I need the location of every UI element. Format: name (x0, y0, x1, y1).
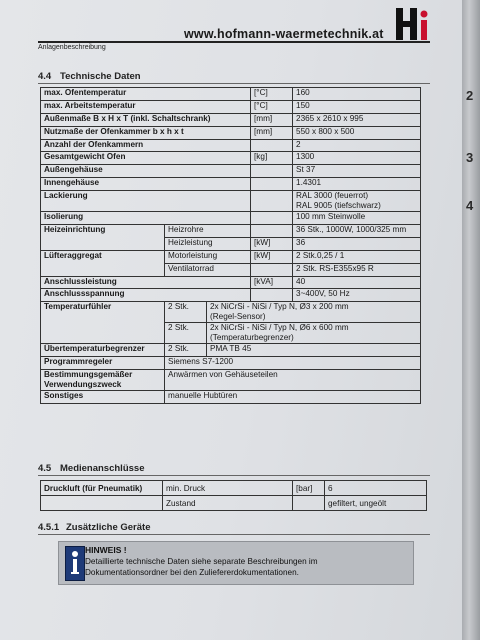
edge-digit: 4 (466, 198, 474, 213)
row-unit: [kVA] (251, 276, 293, 289)
row-label: Heizeinrichtung (41, 225, 165, 238)
row-label: Sonstiges (41, 391, 165, 404)
row-unit: [mm] (251, 126, 293, 139)
row-value: 2x NiCrSi - NiSi / Typ N, Ø3 x 200 mm (Regel-Sensor) (207, 302, 421, 323)
row-sublabel: Ventilatorrad (165, 263, 251, 276)
row-value: 100 mm Steinwolle (293, 212, 421, 225)
row-value: 550 x 800 x 500 (293, 126, 421, 139)
table-row (41, 289, 421, 302)
row-unit (251, 139, 293, 152)
table-row (41, 178, 421, 191)
row-quantity: 2 Stk. (165, 344, 207, 357)
table-row (41, 302, 421, 323)
row-label (41, 263, 165, 276)
table-row (41, 357, 421, 370)
row-label: Gesamtgewicht Ofen (41, 152, 251, 165)
row-sublabel: Heizleistung (165, 237, 251, 250)
table-row (41, 212, 421, 225)
row-unit: [°C] (251, 88, 293, 101)
table-row: Druckluft (für Pneumatik) min. Druck [bar] 6 (41, 481, 427, 496)
row-value: 36 (293, 237, 421, 250)
table-row (41, 126, 421, 139)
table-row (41, 225, 421, 238)
row-label: Anschlussspannung (41, 289, 251, 302)
row-sublabel: Motorleistung (165, 250, 251, 263)
section-rule (38, 534, 430, 535)
row-label: Nutzmaße der Ofenkammer b x h x t (41, 126, 251, 139)
row-value: 2x NiCrSi - NiSi / Typ N, Ø6 x 600 mm (Temperaturbegrenzer) (207, 323, 421, 344)
row-unit (251, 212, 293, 225)
row-label (41, 323, 165, 344)
row-value: Siemens S7-1200 (165, 357, 421, 370)
table-row (41, 88, 421, 101)
row-unit (251, 178, 293, 191)
row-value: 150 (293, 100, 421, 113)
table-row (41, 250, 421, 263)
table-row (41, 323, 421, 344)
row-unit (251, 165, 293, 178)
company-logo (394, 6, 434, 42)
header-rule (38, 41, 430, 43)
row-value: 3~400V, 50 Hz (293, 289, 421, 302)
row-unit (251, 263, 293, 276)
row-unit: [°C] (251, 100, 293, 113)
row-label: Programmregeler (41, 357, 165, 370)
row-unit: [mm] (251, 113, 293, 126)
row-value: 2 Stk. RS-E355x95 R (293, 263, 421, 276)
table-row (41, 152, 421, 165)
table-row (41, 191, 421, 212)
row-unit: [kW] (251, 237, 293, 250)
info-icon (65, 546, 85, 581)
row-label: Lüfteraggregat (41, 250, 165, 263)
row-label: Isolierung (41, 212, 251, 225)
section-heading-4-4: 4.4 Technische Daten (38, 71, 141, 82)
company-url: www.hofmann-waermetechnik.at (184, 27, 384, 41)
row-label: max. Ofentemperatur (41, 88, 251, 101)
row-sublabel: Heizrohre (165, 225, 251, 238)
section-rule (38, 475, 430, 476)
document-subtitle: Anlagenbeschreibung (38, 44, 106, 51)
section-heading-4-5: 4.5 Medienanschlüsse (38, 463, 145, 474)
table-row: Zustand gefiltert, ungeölt (41, 496, 427, 511)
row-value: Anwärmen von Gehäuseteilen (165, 370, 421, 391)
section-heading-4-5-1: 4.5.1 Zusätzliche Geräte (38, 522, 151, 533)
edge-digit: 2 (466, 88, 474, 103)
row-value: 36 Stk., 1000W, 1000/325 mm (293, 225, 421, 238)
table-row (41, 276, 421, 289)
row-label: Außenmaße B x H x T (inkl. Schaltschrank) (41, 113, 251, 126)
table-row (41, 344, 421, 357)
row-label: max. Arbeitstemperatur (41, 100, 251, 113)
row-unit (251, 225, 293, 238)
table-row (41, 263, 421, 276)
table-row (41, 391, 421, 404)
row-value: RAL 3000 (feuerrot) RAL 9005 (tiefschwarz) (293, 191, 421, 212)
note-box (58, 541, 414, 585)
section-rule (38, 83, 430, 84)
row-value: PMA TB 45 (207, 344, 421, 357)
note-text: Detaillierte technische Daten siehe separate Beschreibungen im Dokumentationsordner bei den Zuliefererdokumentationen. (85, 557, 318, 577)
row-quantity: 2 Stk. (165, 323, 207, 344)
row-unit (251, 191, 293, 212)
row-value: 160 (293, 88, 421, 101)
media-connections-table (40, 480, 427, 511)
row-unit: [kW] (251, 250, 293, 263)
row-value: manuelle Hubtüren (165, 391, 421, 404)
row-label: Anzahl der Ofenkammern (41, 139, 251, 152)
technical-data-table (40, 87, 421, 404)
row-value: 1300 (293, 152, 421, 165)
row-label: Bestimmungsgemäßer Verwendungszweck (41, 370, 165, 391)
row-unit: [kg] (251, 152, 293, 165)
row-label: Temperaturfühler (41, 302, 165, 323)
table-row (41, 165, 421, 178)
table-row (41, 370, 421, 391)
edge-digit: 3 (466, 150, 474, 165)
row-label: Außengehäuse (41, 165, 251, 178)
row-value: 2365 x 2610 x 995 (293, 113, 421, 126)
media-label: Druckluft (für Pneumatik) (41, 481, 163, 496)
note-title: HINWEIS ! (85, 545, 127, 555)
row-quantity: 2 Stk. (165, 302, 207, 323)
row-value: 2 Stk.0,25 / 1 (293, 250, 421, 263)
row-label (41, 237, 165, 250)
row-label: Lackierung (41, 191, 251, 212)
row-label: Übertemperaturbegrenzer (41, 344, 165, 357)
table-row (41, 237, 421, 250)
row-value: St 37 (293, 165, 421, 178)
row-value: 1.4301 (293, 178, 421, 191)
table-row (41, 139, 421, 152)
row-value: 2 (293, 139, 421, 152)
row-value: 40 (293, 276, 421, 289)
table-row (41, 100, 421, 113)
row-label: Anschlussleistung (41, 276, 251, 289)
row-unit (251, 289, 293, 302)
table-row (41, 113, 421, 126)
row-label: Innengehäuse (41, 178, 251, 191)
